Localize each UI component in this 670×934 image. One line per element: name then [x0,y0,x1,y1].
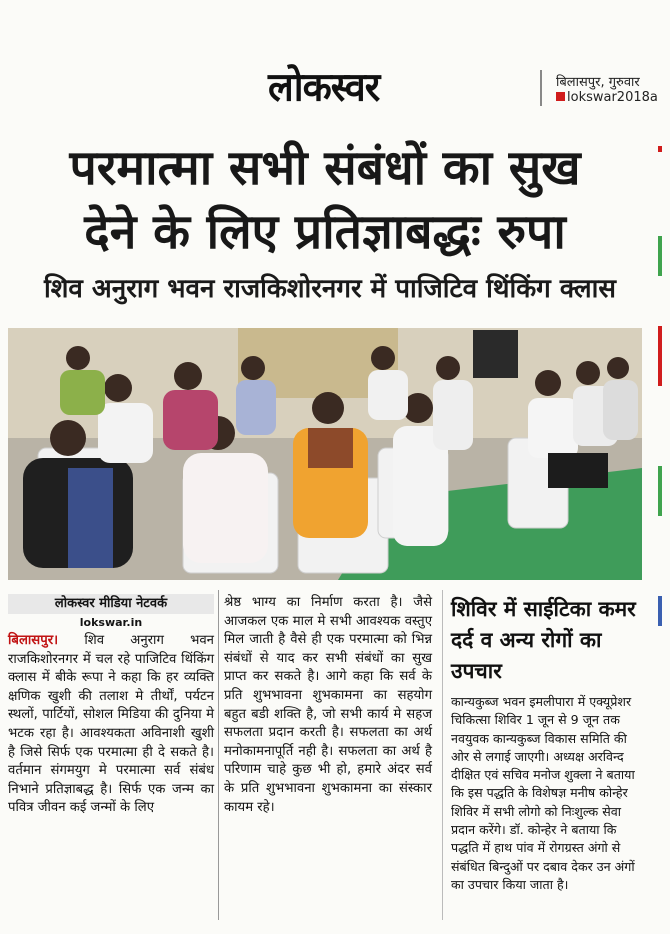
subheadline: शिव अनुराग भवन राजकिशोरनगर में पाजिटिव थिंकिंग क्लास [44,274,616,304]
event-photo-illustration [8,328,642,580]
article-column-1-text: शिव अनुराग भवन राजकिशोरनगर में चल रहे पाजिटिव थिंकिंग क्लास में बीके रूपा ने कहा कि हर व्यक्ति क्षणिक खुशी की तलाश मे तीर्थों, पर्यटन स्थलों, पार्टियों, सोशल मिडिया की दुनिया मे भटक रहा है। आवश्यकता अविनाशी खुशी है जिसे सिर्फ एक परमात्मा ही दे सकते है। वर्तमान संगमयुग मे परमात्मा सर्व संबंध निभाने प्रतिज्ञाबद्ध है। सिर्फ एक जन्म का पवित्र जीवन कई जन्मों के लिए [8,633,214,816]
headline [0,136,650,264]
edge-mark [658,236,662,276]
site-handle [556,90,658,105]
red-square-icon [556,92,565,101]
edge-mark [658,146,662,152]
headline-line-1: परमात्मा सभी संबंधों का सुख [69,140,581,196]
byline: लोकस्वर मीडिया नेटवर्क [8,594,214,614]
dateline: बिलासपुर। [8,633,59,648]
event-photo [8,328,642,580]
adjacent-page-edge [658,146,670,916]
sidebar-headline: शिविर में साईटिका कमर दर्द व अन्य रोगों का उपचार [451,597,636,683]
edge-mark [658,596,662,626]
edge-mark [658,326,662,386]
masthead-divider [540,70,542,106]
site-handle-text: lokswar2018a [567,90,658,105]
article-column-1 [8,632,214,818]
headline-line-2: देने के लिए प्रतिज्ञाबद्धः रुपा [84,204,566,260]
newspaper-logo: लोकस्वर [268,63,380,111]
sidebar-body: कान्यकुब्ज भवन इमलीपारा में एक्यूप्रेशर चिकित्सा शिविर 1 जून से 9 जून तक नवयुवक कान्यकुब्ज विकास समिति की ओर से लगाई जाएगी। अध्यक्ष अरविन्द दीक्षित एवं सचिव मनोज शुक्ला ने बताया कि इस पद्धति के विशेषज्ञ मनीष कोन्हेर शिविर में सभी लोगो को निःशुल्क सेवा प्रदान करेंगे। डॉ. कोन्हेर ने बताया कि पद्धति में हाथ पांव में रोगग्रस्त अंगो से संबंधित बिन्दुओं पर दबाव देकर उन अंगों का उपचार किया जाता है। [451,694,635,892]
edge-mark [658,466,662,516]
sidebar-news-box [442,590,651,920]
byline-website: lokswar.in [79,616,143,629]
masthead [0,0,670,122]
column-divider [218,590,219,920]
article-column-2-text: श्रेष्ठ भाग्य का निर्माण करता है। जैसे आजकल एक माल मे सभी आवश्यक वस्तुए मिल जाती है वैसे ही एक परमात्मा को भिन्न संबंधों से याद कर सभी संबंधों का सुख प्राप्त कर सकते है। आगे कहा कि सर्व के प्रति शुभभावना शुभकामना का सहयोग बहुत बडी शक्ति है, जो सभी कार्य मे सहज सफलता प्रदान करती है। सफलता का अर्थ मनोकामनापूर्ति नही है। सफलता का अर्थ है परिणाम चाहे कुछ भी हो, हमारे अंदर सर्व के प्रति शुभभावना शुभकामना का संस्कार कायम रहे। [224,595,432,815]
article-column-2 [224,594,432,817]
city-date-line: बिलासपुर, गुरुवार [556,75,640,90]
